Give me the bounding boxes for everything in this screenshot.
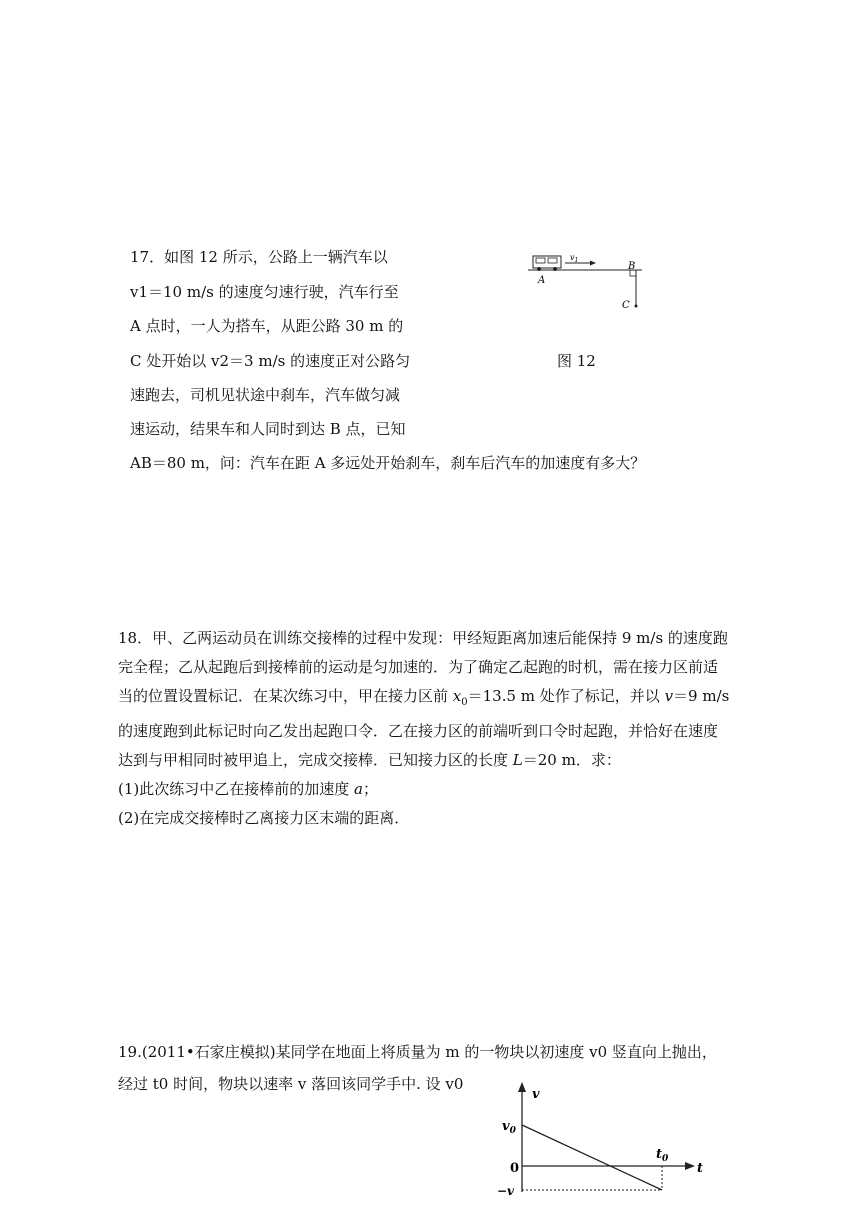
q18-line-5: 达到与甲相同时被甲追上，完成交接棒．已知接力区的长度 L＝20 m．求： — [118, 751, 621, 769]
q17-line-3: A 点时，一人为搭车，从距公路 30 m 的 — [130, 317, 404, 335]
q18-subquestion-2: (2)在完成交接棒时乙离接力区末端的距离． — [118, 809, 410, 827]
q18-line-4: 的速度跑到此标记时向乙发出起跑口令．乙在接力区的前端听到口令时起跑，并恰好在速度 — [118, 722, 719, 740]
q18-subquestion-1: (1)此次练习中乙在接棒前的加速度 a； — [118, 780, 378, 798]
velocity-label: $v_1$ — [570, 253, 579, 264]
q17-figure-car-road — [520, 248, 650, 316]
velocity-line — [522, 1125, 662, 1190]
point-c-dot — [635, 305, 638, 308]
t-axis-arrowhead — [685, 1162, 695, 1170]
q17-line-1: 17．如图 12 所示，公路上一辆汽车以 — [130, 248, 388, 266]
q17-line-6: 速运动，结果车和人同时到达 B 点，已知 — [130, 420, 406, 438]
velocity-arrowhead — [590, 261, 596, 266]
origin-label: 0 — [510, 1161, 520, 1176]
q17-line-7: AB＝80 m，问：汽车在距 A 多远处开始刹车，刹车后汽车的加速度有多大？ — [130, 454, 646, 472]
point-a-label: A — [538, 275, 546, 286]
q18-line-3: 当的位置设置标记．在某次练习中，甲在接力区前 $x_0=13.5$ m 处作了标记，并以 v＝9 m/s — [118, 687, 730, 708]
q19-line-1: 19.(2011•石家庄模拟)某同学在地面上将质量为 m 的一物块以初速度 v0 竖直向上抛出， — [118, 1043, 717, 1061]
v0-label: $v_0$ — [502, 1119, 516, 1136]
point-b-label: B — [628, 261, 636, 272]
v-axis-label: v — [532, 1087, 540, 1102]
q19-velocity-time-graph — [492, 1080, 706, 1196]
figure-12-caption: 图 12 — [557, 352, 596, 370]
t-axis-label: t — [697, 1161, 704, 1176]
q17-line-5: 速跑去，司机见状途中刹车，汽车做匀减 — [130, 386, 401, 404]
q18-line-2: 完全程；乙从起跑后到接棒前的运动是匀加速的．为了确定乙起跑的时机，需在接力区前适 — [118, 658, 719, 676]
neg-v-label: −v — [497, 1184, 515, 1196]
car-icon — [533, 256, 561, 271]
q17-line-2: v1＝10 m/s 的速度匀速行驶，汽车行至 — [130, 283, 399, 301]
q18-line-1: 18．甲、乙两运动员在训练交接棒的过程中发现：甲经短距离加速后能保持 9 m/s 的速度跑 — [118, 629, 728, 647]
q18-text — [118, 624, 748, 833]
point-c-label: C — [622, 300, 630, 311]
q19-line-2: 经过 t0 时间，物块以速率 v 落回该同学手中. 设 v0 — [118, 1075, 464, 1093]
t0-label: $t_0$ — [656, 1147, 669, 1164]
q17-line-4: C 处开始以 v2＝3 m/s 的速度正对公路匀 — [130, 352, 411, 370]
v-axis-arrowhead — [518, 1082, 526, 1092]
